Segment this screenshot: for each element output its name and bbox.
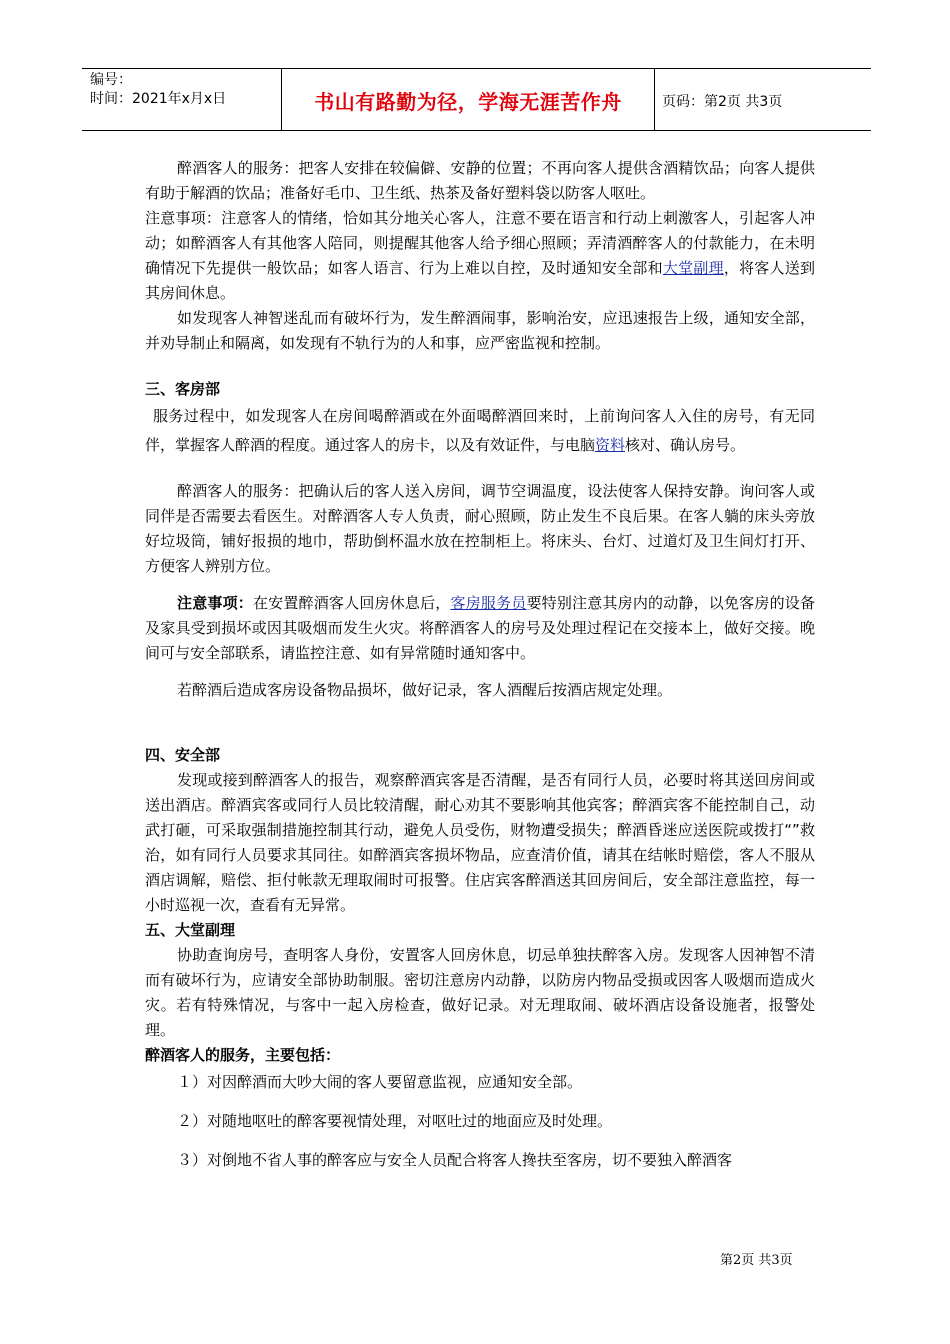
- link-room-attendant[interactable]: 客房服务员: [450, 594, 527, 612]
- paragraph-text: 注意事项：注意客人的情绪，恰如其分地关心客人，注意不要在语言和行动上刺激客人，引起客人冲动；如醉酒客人有其他客人陪同，则提醒其他客人给予细心照顾；弄清酒醉客人的付款能力，在未明确情况下先提供一般饮品；如客人语言、行为上难以自控，及时通知安全部和: [145, 209, 815, 277]
- header-motto: 书山有路勤为径，学海无涯苦作舟: [314, 90, 622, 114]
- section-heading: 三、客房部: [145, 380, 221, 398]
- page-footer: 第2页 共3页: [720, 1253, 793, 1268]
- list-item: ３）对倒地不省人事的醉客应与安全人员配合将客人搀扶至客房，切不要独入醉酒客: [177, 1151, 733, 1169]
- paragraph: 醉酒客人的服务：把客人安排在较偏僻、安静的位置；不再向客人提供含酒精饮品；向客人提供有助于解酒的饮品；准备好毛巾、卫生纸、热茶及备好塑料袋以防客人呕吐。: [145, 159, 815, 202]
- list-item: １）对因醉酒而大吵大闹的客人要留意监视，应通知安全部。: [177, 1073, 583, 1091]
- link-data[interactable]: 资料: [595, 436, 626, 454]
- header-page-label: 页码：第2页 共3页: [662, 94, 783, 110]
- number-label: 编号：: [90, 72, 132, 88]
- paragraph-text: 核对、确认房号。: [625, 436, 746, 454]
- list-item: ２）对随地呕吐的醉客要视情处理，对呕吐过的地面应及时处理。: [177, 1112, 613, 1130]
- section-heading: 醉酒客人的服务，主要包括：: [145, 1046, 341, 1064]
- link-lobby-manager[interactable]: 大堂副理: [662, 259, 724, 277]
- paragraph-text: 要特别注意其房内的动静，以免客房的设备及家具受到损坏或因其吸烟而发生火灾。将醉酒客人的房号及处理过程记在交接本上，做好交接。晚间可与安全部联系，请监控注意、如有异常随时通知客中。: [145, 594, 815, 662]
- time-label: 时间：2021年x月x日: [90, 91, 227, 107]
- section-heading: 四、安全部: [145, 746, 221, 764]
- paragraph: 如发现客人神智迷乱而有破坏行为，发生醉酒闹事，影响治安，应迅速报告上级，通知安全部，并劝导制止和隔离，如发现有不轨行为的人和事，应严密监视和控制。: [145, 309, 815, 352]
- paragraph-bold: 注意事项：: [177, 594, 253, 612]
- paragraph: 醉酒客人的服务：把确认后的客人送入房间，调节空调温度，设法使客人保持安静。询问客人或同伴是否需要去看医生。对醉酒客人专人负责，耐心照顾，防止发生不良后果。在客人躺的床头旁放好垃圾筒，铺好报损的地巾，帮助倒杯温水放在控制柜上。将床头、台灯、过道灯及卫生间灯打开、方便客人辨别方位。: [145, 482, 815, 575]
- paragraph-text: 服务过程中，如发现客人在房间喝醉酒或在外面喝醉酒回来时，上前询问客人入住的房号，有无同伴，掌握客人醉酒的程度。通过客人的房卡，以及有效证件，与电脑: [145, 407, 815, 454]
- section-heading: 五、大堂副理: [145, 921, 236, 939]
- paragraph-text: ，将客人送到其房间休息。: [145, 259, 815, 302]
- page-header: [82, 68, 871, 131]
- paragraph: 发现或接到醉酒客人的报告，观察醉酒宾客是否清醒，是否有同行人员，必要时将其送回房间或送出酒店。醉酒宾客或同行人员比较清醒，耐心劝其不要影响其他宾客；醉酒宾客不能控制自己，动武打砸，可采取强制措施控制其行动，避免人员受伤，财物遭受损失；醉酒昏迷应送医院或拨打“”救治，如有同行人员要求其同往。如醉酒宾客损坏物品，应查清价值，请其在结帐时赔偿，客人不服从酒店调解，赔偿、拒付帐款无理取闹时可报警。住店宾客醉酒送其回房间后，安全部注意监控，每一小时巡视一次，查看有无异常。: [145, 771, 815, 914]
- paragraph: 协助查询房号，查明客人身份，安置客人回房休息，切忌单独扶醉客入房。发现客人因神智不清而有破坏行为，应请安全部协助制服。密切注意房内动静，以防房内物品受损或因客人吸烟而造成火灾。若有特殊情况，与客中一起入房检查，做好记录。对无理取闹、破坏酒店设备设施者，报警处理。: [145, 946, 815, 1039]
- header-meta: [90, 71, 226, 109]
- paragraph: 若醉酒后造成客房设备物品损坏，做好记录，客人酒醒后按酒店规定处理。: [177, 681, 673, 699]
- paragraph-text: 在安置醉酒客人回房休息后，: [252, 594, 451, 612]
- paragraph: [145, 206, 815, 306]
- header-divider: [654, 69, 655, 130]
- paragraph: [145, 402, 815, 460]
- paragraph: [145, 591, 815, 666]
- document-body: [145, 156, 815, 1173]
